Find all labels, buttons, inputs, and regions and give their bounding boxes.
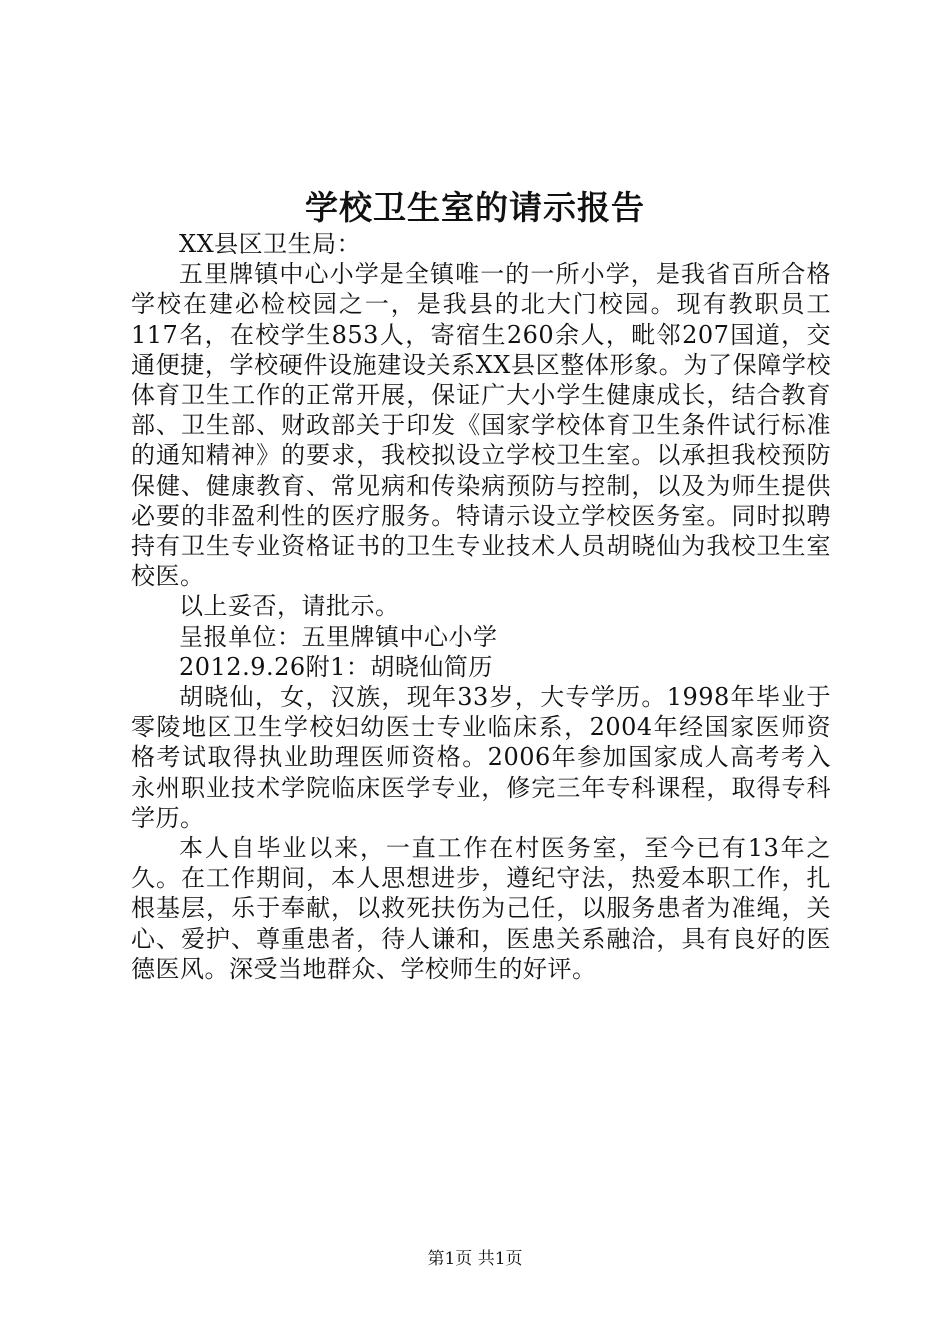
document-title: 学校卫生室的请示报告 <box>305 188 645 227</box>
resume-paragraph: 胡晓仙，女，汉族，现年33岁，大专学历。1998年毕业于零陵地区卫生学校妇幼医士专业临床系，2004年经国家医师资格考试取得执业助理医师资格。2006年参加国家成人高考考入永州职业技术学院临床医学专业，修完三年专科课程，取得专科学历。 <box>131 683 831 832</box>
document-body <box>131 229 831 984</box>
work-history-paragraph: 本人自毕业以来，一直工作在村医务室，至今已有13年之久。在工作期间，本人思想进步，遵纪守法，热爱本职工作，扎根基层，乐于奉献，以救死扶伤为己任，以服务患者为准绳，关心、爱护、尊重患者，待人谦和，医患关系融洽，具有良好的医德医风。深受当地群众、学校师生的好评。 <box>131 834 831 983</box>
submitting-unit-line: 呈报单位：五里牌镇中心小学 <box>179 622 498 651</box>
salutation-paragraph: XX县区卫生局： <box>179 230 362 258</box>
page-footer: 第1页 共1页 <box>427 1249 523 1269</box>
request-paragraph: 五里牌镇中心小学是全镇唯一的一所小学，是我省百所合格学校在建必检校园之一，是我县的北大门校园。现有教职员工117名，在校学生853人，寄宿生260余人，毗邻207国道，交通便捷，学校硬件设施建设关系XX县区整体形象。为了保障学校体育卫生工作的正常开展，保证广大小学生健康成长，结合教育部、卫生部、财政部关于印发《国家学校体育卫生条件试行标准的通知精神》的要求，我校拟设立学校卫生室。以承担我校预防保健、健康教育、常见病和传染病预防与控制，以及为师生提供必要的非盈利性的医疗服务。特请示设立学校医务室。同时拟聘持有卫生专业资格证书的卫生专业技术人员胡晓仙为我校卫生室校医。 <box>131 260 831 591</box>
approval-request-line: 以上妥否，请批示。 <box>179 592 400 621</box>
date-attachment-line: 2012.9.26附1：胡晓仙简历 <box>179 652 493 681</box>
